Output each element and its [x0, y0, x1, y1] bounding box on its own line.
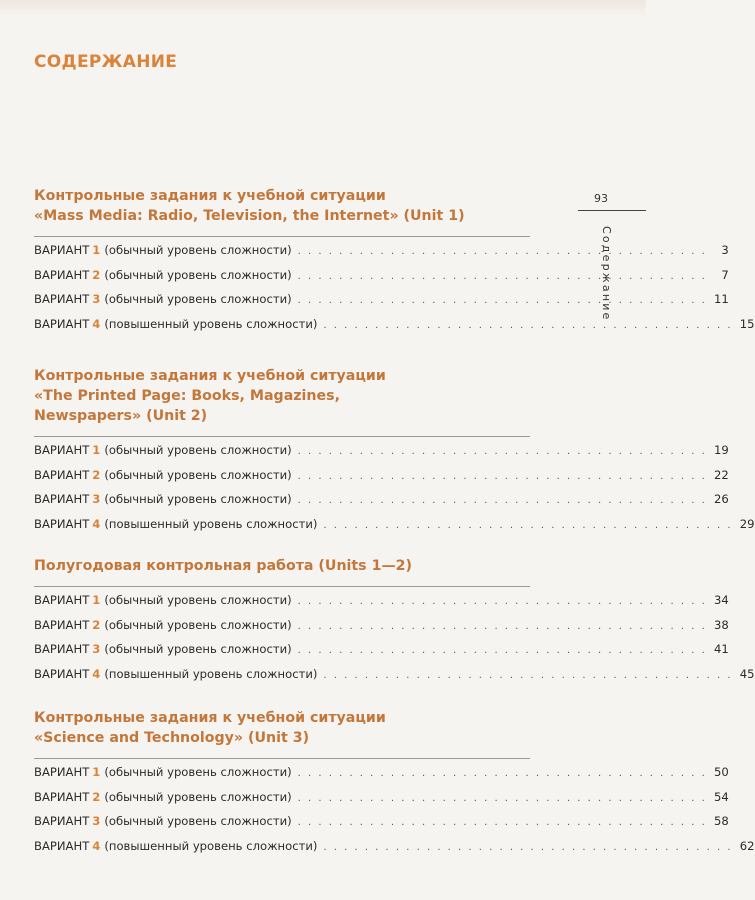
toc-entry[interactable]: [34, 663, 755, 688]
page-ref: 58: [714, 814, 729, 828]
variant-label: ВАРИАНТ: [34, 814, 90, 828]
toc-section-unit-2: [34, 366, 755, 537]
variant-label: ВАРИАНТ: [34, 492, 90, 506]
toc-entry[interactable]: [34, 488, 729, 513]
variant-label: ВАРИАНТ: [34, 443, 90, 457]
variant-number: 4: [92, 666, 101, 681]
difficulty-level: (обычный уровень сложности): [104, 765, 292, 779]
dot-leader: . . . . . . . . . . . . . . . . . . . . . . . . . . . . . . . . . . . . . . . .: [323, 669, 733, 681]
difficulty-level: (обычный уровень сложности): [104, 593, 292, 607]
dot-leader: . . . . . . . . . . . . . . . . . . . . . . . . . . . . . . . . . . . . . . . .: [323, 841, 733, 853]
variant-label: ВАРИАНТ: [34, 642, 90, 656]
toc-entry[interactable]: [34, 810, 729, 835]
page-ref: 54: [714, 789, 729, 804]
variant-label: ВАРИАНТ: [34, 789, 90, 804]
section-title-line: «Mass Media: Radio, Television, the Internet» (Unit 1): [34, 208, 465, 224]
difficulty-level: (обычный уровень сложности): [104, 642, 292, 656]
difficulty-level: (повышенный уровень сложности): [104, 838, 318, 853]
difficulty-level: (обычный уровень сложности): [104, 267, 292, 282]
variant-label: ВАРИАНТ: [34, 243, 90, 257]
dot-leader: . . . . . . . . . . . . . . . . . . . . . . . . . . . . . . . . . . . . . . . .: [297, 768, 707, 779]
section-title: [34, 366, 530, 426]
toc-section-midterm: [34, 556, 755, 687]
page-ref: 15: [739, 316, 755, 331]
section-title-line: «Science and Technology» (Unit 3): [34, 730, 310, 746]
dot-leader: . . . . . . . . . . . . . . . . . . . . . . . . . . . . . . . . . . . . . . . .: [297, 596, 707, 607]
side-label: Содержание: [600, 226, 613, 322]
page-ref: 19: [714, 443, 729, 457]
variant-number: 3: [92, 492, 101, 506]
section-rule: [34, 586, 530, 587]
page-number: 93: [594, 192, 608, 205]
variant-number: 2: [92, 617, 101, 632]
dot-leader: . . . . . . . . . . . . . . . . . . . . . . . . . . . . . . . . . . . . . . . .: [297, 817, 707, 828]
page-ref: 50: [714, 765, 729, 779]
dot-leader: . . . . . . . . . . . . . . . . . . . . . . . . . . . . . . . . . . . . . . . .: [297, 792, 707, 804]
toc-entry[interactable]: [34, 786, 729, 811]
page-ref: 38: [714, 617, 729, 632]
page-title: СОДЕРЖАНИЕ: [34, 52, 178, 72]
variant-label: ВАРИАНТ: [34, 765, 90, 779]
toc-entry[interactable]: [34, 288, 729, 313]
toc-entry[interactable]: [34, 464, 729, 489]
difficulty-level: (обычный уровень сложности): [104, 443, 292, 457]
variant-label: ВАРИАНТ: [34, 516, 90, 531]
difficulty-level: (обычный уровень сложности): [104, 617, 292, 632]
page-ref: 62: [739, 838, 755, 853]
variant-label: ВАРИАНТ: [34, 467, 90, 482]
toc-entry[interactable]: [34, 513, 755, 538]
variant-number: 4: [92, 838, 101, 853]
page-ref: 11: [714, 292, 729, 306]
toc-entry[interactable]: [34, 264, 729, 289]
dot-leader: . . . . . . . . . . . . . . . . . . . . . . . . . . . . . . . . . . . . . . . .: [297, 295, 707, 306]
variant-number: 1: [92, 593, 101, 607]
dot-leader: . . . . . . . . . . . . . . . . . . . . . . . . . . . . . . . . . . . . . . . .: [297, 246, 707, 257]
variant-label: ВАРИАНТ: [34, 593, 90, 607]
variant-label: ВАРИАНТ: [34, 316, 90, 331]
section-title-line: «The Printed Page: Books, Magazines,: [34, 388, 340, 404]
page-top-edge: [0, 0, 646, 18]
dot-leader: . . . . . . . . . . . . . . . . . . . . . . . . . . . . . . . . . . . . . . . .: [323, 519, 733, 531]
toc-entry[interactable]: [34, 589, 729, 614]
page-ref: 7: [721, 267, 729, 282]
variant-number: 2: [92, 789, 101, 804]
variant-number: 1: [92, 243, 101, 257]
dot-leader: . . . . . . . . . . . . . . . . . . . . . . . . . . . . . . . . . . . . . . . .: [323, 319, 733, 331]
dot-leader: . . . . . . . . . . . . . . . . . . . . . . . . . . . . . . . . . . . . . . . .: [297, 270, 707, 282]
toc-entry[interactable]: [34, 638, 729, 663]
section-rule: [34, 758, 530, 759]
difficulty-level: (обычный уровень сложности): [104, 789, 292, 804]
toc-entry[interactable]: [34, 614, 729, 639]
section-title: [34, 556, 530, 576]
toc-entry[interactable]: [34, 835, 755, 860]
variant-number: 1: [92, 765, 101, 779]
section-title: [34, 708, 530, 748]
page-ref: 26: [714, 492, 729, 506]
dot-leader: . . . . . . . . . . . . . . . . . . . . . . . . . . . . . . . . . . . . . . . .: [297, 470, 707, 482]
difficulty-level: (обычный уровень сложности): [104, 467, 292, 482]
variant-label: ВАРИАНТ: [34, 292, 90, 306]
section-title-line: Контрольные задания к учебной ситуации: [34, 188, 386, 204]
section-title: [34, 186, 530, 226]
section-rule: [34, 236, 530, 237]
toc-entry[interactable]: [34, 439, 729, 464]
dot-leader: . . . . . . . . . . . . . . . . . . . . . . . . . . . . . . . . . . . . . . . .: [297, 620, 707, 632]
dot-leader: . . . . . . . . . . . . . . . . . . . . . . . . . . . . . . . . . . . . . . . .: [297, 645, 707, 656]
variant-number: 4: [92, 516, 101, 531]
section-title-line: Контрольные задания к учебной ситуации: [34, 710, 386, 726]
variant-number: 1: [92, 443, 101, 457]
difficulty-level: (обычный уровень сложности): [104, 814, 292, 828]
difficulty-level: (обычный уровень сложности): [104, 292, 292, 306]
variant-number: 3: [92, 814, 101, 828]
difficulty-level: (повышенный уровень сложности): [104, 316, 318, 331]
variant-number: 3: [92, 292, 101, 306]
dot-leader: . . . . . . . . . . . . . . . . . . . . . . . . . . . . . . . . . . . . . . . .: [297, 446, 707, 457]
page-ref: 45: [739, 666, 755, 681]
dot-leader: . . . . . . . . . . . . . . . . . . . . . . . . . . . . . . . . . . . . . . . .: [297, 495, 707, 506]
section-rule: [34, 436, 530, 437]
toc-entry[interactable]: [34, 313, 755, 338]
difficulty-level: (обычный уровень сложности): [104, 492, 292, 506]
section-title-line: Полугодовая контрольная работа (Units 1—2): [34, 558, 412, 574]
page-ref: 34: [714, 593, 729, 607]
variant-label: ВАРИАНТ: [34, 267, 90, 282]
page-ref: 3: [721, 243, 729, 257]
variant-number: 2: [92, 267, 101, 282]
section-title-line: Контрольные задания к учебной ситуации: [34, 368, 386, 384]
variant-number: 4: [92, 316, 101, 331]
toc-entry[interactable]: [34, 239, 729, 264]
page-ref: 41: [714, 642, 729, 656]
toc-entry[interactable]: [34, 761, 729, 786]
section-title-line: Newspapers» (Unit 2): [34, 408, 208, 424]
difficulty-level: (обычный уровень сложности): [104, 243, 292, 257]
side-divider: [578, 210, 646, 211]
toc-section-unit-3: [34, 708, 755, 859]
page-ref: 22: [714, 467, 729, 482]
variant-label: ВАРИАНТ: [34, 838, 90, 853]
difficulty-level: (повышенный уровень сложности): [104, 516, 318, 531]
variant-number: 2: [92, 467, 101, 482]
variant-label: ВАРИАНТ: [34, 617, 90, 632]
page-ref: 29: [739, 516, 755, 531]
difficulty-level: (повышенный уровень сложности): [104, 666, 318, 681]
variant-label: ВАРИАНТ: [34, 666, 90, 681]
variant-number: 3: [92, 642, 101, 656]
